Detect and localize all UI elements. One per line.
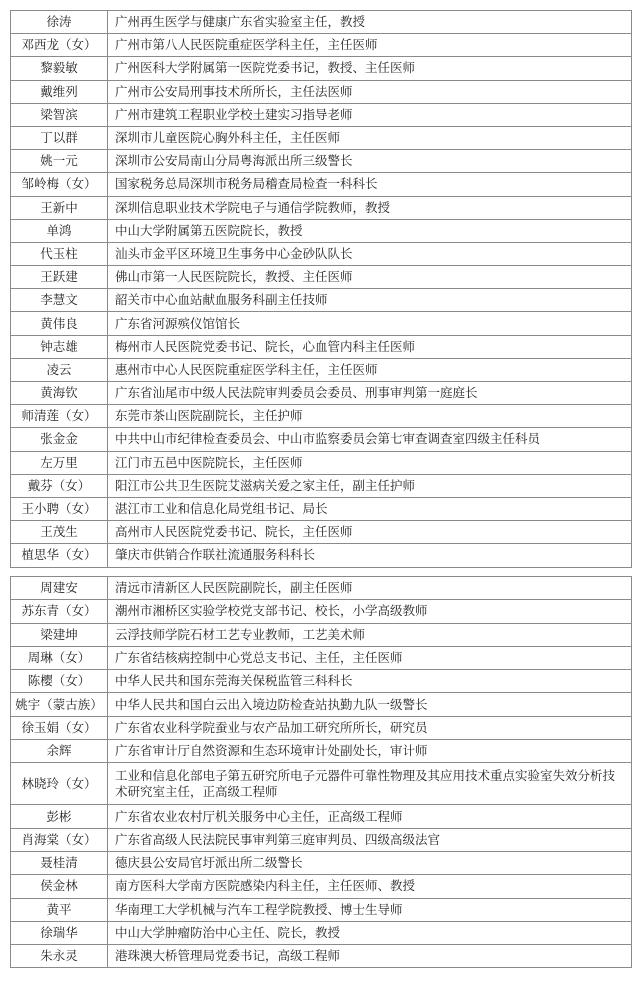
position-title-cell: 潮州市湘桥区实验学校党支部书记、校长，小学高级教师 xyxy=(108,600,632,623)
table-row xyxy=(11,382,632,405)
person-name-cell: 张金金 xyxy=(11,428,108,451)
table-row xyxy=(11,828,632,851)
person-name-cell: 余辉 xyxy=(11,740,108,763)
position-title-cell: 阳江市公共卫生医院艾滋病关爱之家主任，副主任护师 xyxy=(108,474,632,497)
position-title-cell: 深圳市儿童医院心胸外科主任，主任医师 xyxy=(108,126,632,149)
person-name-cell: 戴维列 xyxy=(11,80,108,103)
person-name-cell: 肖海棠（女） xyxy=(11,828,108,851)
person-name-cell: 苏东青（女） xyxy=(11,600,108,623)
position-title-cell: 广州市建筑工程职业学校土建实习指导老师 xyxy=(108,103,632,126)
table-row xyxy=(11,219,632,242)
table-row xyxy=(11,875,632,898)
position-title-cell: 广州医科大学附属第一医院党委书记，教授、主任医师 xyxy=(108,57,632,80)
person-name-cell: 邓西龙（女） xyxy=(11,34,108,57)
position-title-cell: 广州再生医学与健康广东省实验室主任，教授 xyxy=(108,11,632,34)
table-row xyxy=(11,173,632,196)
position-title-cell: 惠州市中心人民医院重症医学科主任，主任医师 xyxy=(108,358,632,381)
person-name-cell: 梁建坤 xyxy=(11,623,108,646)
table-row xyxy=(11,266,632,289)
person-name-cell: 朱永灵 xyxy=(11,945,108,968)
person-name-cell: 聂桂清 xyxy=(11,851,108,874)
person-name-cell: 侯金林 xyxy=(11,875,108,898)
position-title-cell: 中华人民共和国白云出入境边防检查站执勤九队一级警长 xyxy=(108,693,632,716)
position-title-cell: 深圳市公安局南山分局粤海派出所三级警长 xyxy=(108,150,632,173)
position-title-cell: 港珠澳大桥管理局党委书记，高级工程师 xyxy=(108,945,632,968)
table-row xyxy=(11,57,632,80)
table-row xyxy=(11,898,632,921)
table-row xyxy=(11,945,632,968)
person-name-cell: 凌云 xyxy=(11,358,108,381)
position-title-cell: 湛江市工业和信息化局党组书记、局长 xyxy=(108,497,632,520)
table-row xyxy=(11,805,632,828)
person-name-cell: 黎毅敏 xyxy=(11,57,108,80)
roster-table-2 xyxy=(10,576,632,968)
person-name-cell: 黄伟良 xyxy=(11,312,108,335)
table-row xyxy=(11,497,632,520)
table-row xyxy=(11,623,632,646)
position-title-cell: 广东省结核病控制中心党总支书记、主任，主任医师 xyxy=(108,646,632,669)
position-title-cell: 广州市第八人民医院重症医学科主任，主任医师 xyxy=(108,34,632,57)
person-name-cell: 戴芬（女） xyxy=(11,474,108,497)
roster-table-2-body xyxy=(11,577,632,968)
position-title-cell: 梅州市人民医院党委书记、院长，心血管内科主任医师 xyxy=(108,335,632,358)
table-row xyxy=(11,80,632,103)
table-row xyxy=(11,312,632,335)
person-name-cell: 徐涛 xyxy=(11,11,108,34)
position-title-cell: 肇庆市供销合作联社流通服务科科长 xyxy=(108,544,632,567)
table-row xyxy=(11,544,632,567)
table-row xyxy=(11,693,632,716)
person-name-cell: 单鸿 xyxy=(11,219,108,242)
table-row xyxy=(11,740,632,763)
roster-table-1-body xyxy=(11,11,632,568)
person-name-cell: 周建安 xyxy=(11,577,108,600)
table-row xyxy=(11,646,632,669)
position-title-cell: 汕头市金平区环境卫生事务中心金砂队队长 xyxy=(108,242,632,265)
position-title-cell: 云浮技师学院石材工艺专业教师，工艺美术师 xyxy=(108,623,632,646)
table-row xyxy=(11,34,632,57)
person-name-cell: 王小聘（女） xyxy=(11,497,108,520)
position-title-cell: 佛山市第一人民医院院长，教授、主任医师 xyxy=(108,266,632,289)
position-title-cell: 广东省高级人民法院民事审判第三庭审判员、四级高级法官 xyxy=(108,828,632,851)
table-row xyxy=(11,600,632,623)
table-row xyxy=(11,405,632,428)
position-title-cell: 华南理工大学机械与汽车工程学院教授、博士生导师 xyxy=(108,898,632,921)
person-name-cell: 钟志雄 xyxy=(11,335,108,358)
position-title-cell: 清远市清新区人民医院副院长，副主任医师 xyxy=(108,577,632,600)
position-title-cell: 广东省农业科学院蚕业与农产品加工研究所所长，研究员 xyxy=(108,716,632,739)
person-name-cell: 梁智滨 xyxy=(11,103,108,126)
position-title-cell: 国家税务总局深圳市税务局稽查局检查一科科长 xyxy=(108,173,632,196)
person-name-cell: 左万里 xyxy=(11,451,108,474)
position-title-cell: 深圳信息职业技术学院电子与通信学院教师，教授 xyxy=(108,196,632,219)
table-row xyxy=(11,763,632,805)
table-row xyxy=(11,126,632,149)
table-row xyxy=(11,150,632,173)
person-name-cell: 代玉柱 xyxy=(11,242,108,265)
table-row xyxy=(11,103,632,126)
table-row xyxy=(11,358,632,381)
table-row xyxy=(11,428,632,451)
person-name-cell: 姚一元 xyxy=(11,150,108,173)
table-row xyxy=(11,716,632,739)
table-row xyxy=(11,577,632,600)
person-name-cell: 黄平 xyxy=(11,898,108,921)
person-name-cell: 植思华（女） xyxy=(11,544,108,567)
position-title-cell: 广州市公安局刑事技术所所长，主任法医师 xyxy=(108,80,632,103)
position-title-cell: 广东省汕尾市中级人民法院审判委员会委员、刑事审判第一庭庭长 xyxy=(108,382,632,405)
person-name-cell: 林晓玲（女） xyxy=(11,763,108,805)
position-title-cell: 南方医科大学南方医院感染内科主任，主任医师、教授 xyxy=(108,875,632,898)
table-row xyxy=(11,670,632,693)
table-row xyxy=(11,851,632,874)
position-title-cell: 韶关市中心血站献血服务科副主任技师 xyxy=(108,289,632,312)
person-name-cell: 陈樱（女） xyxy=(11,670,108,693)
position-title-cell: 德庆县公安局官圩派出所二级警长 xyxy=(108,851,632,874)
person-name-cell: 黄海钦 xyxy=(11,382,108,405)
position-title-cell: 高州市人民医院党委书记、院长，主任医师 xyxy=(108,521,632,544)
person-name-cell: 王新中 xyxy=(11,196,108,219)
person-name-cell: 周琳（女） xyxy=(11,646,108,669)
person-name-cell: 王茂生 xyxy=(11,521,108,544)
position-title-cell: 中山大学附属第五医院院长，教授 xyxy=(108,219,632,242)
table-row xyxy=(11,335,632,358)
position-title-cell: 江门市五邑中医院院长，主任医师 xyxy=(108,451,632,474)
position-title-cell: 中共中山市纪律检查委员会、中山市监察委员会第七审查调查室四级主任科员 xyxy=(108,428,632,451)
position-title-cell: 工业和信息化部电子第五研究所电子元器件可靠性物理及其应用技术重点实验室失效分析技术研究室主任，正高级工程师 xyxy=(108,763,632,805)
person-name-cell: 王跃建 xyxy=(11,266,108,289)
position-title-cell: 广东省河源殡仪馆馆长 xyxy=(108,312,632,335)
position-title-cell: 广东省农业农村厅机关服务中心主任，正高级工程师 xyxy=(108,805,632,828)
person-name-cell: 邹岭梅（女） xyxy=(11,173,108,196)
table-row xyxy=(11,196,632,219)
position-title-cell: 东莞市茶山医院副院长，主任护师 xyxy=(108,405,632,428)
table-row xyxy=(11,451,632,474)
position-title-cell: 中华人民共和国东莞海关保税监管三科科长 xyxy=(108,670,632,693)
table-row xyxy=(11,474,632,497)
person-name-cell: 徐玉娟（女） xyxy=(11,716,108,739)
person-name-cell: 彭彬 xyxy=(11,805,108,828)
position-title-cell: 广东省审计厅自然资源和生态环境审计处副处长，审计师 xyxy=(108,740,632,763)
table-row xyxy=(11,242,632,265)
person-name-cell: 徐瑞华 xyxy=(11,921,108,944)
roster-table-1 xyxy=(10,10,632,568)
person-name-cell: 姚宇（蒙古族） xyxy=(11,693,108,716)
table-row xyxy=(11,11,632,34)
table-row xyxy=(11,921,632,944)
person-name-cell: 丁以群 xyxy=(11,126,108,149)
person-name-cell: 师清莲（女） xyxy=(11,405,108,428)
table-row xyxy=(11,521,632,544)
person-name-cell: 李慧文 xyxy=(11,289,108,312)
table-row xyxy=(11,289,632,312)
position-title-cell: 中山大学肿瘤防治中心主任、院长，教授 xyxy=(108,921,632,944)
